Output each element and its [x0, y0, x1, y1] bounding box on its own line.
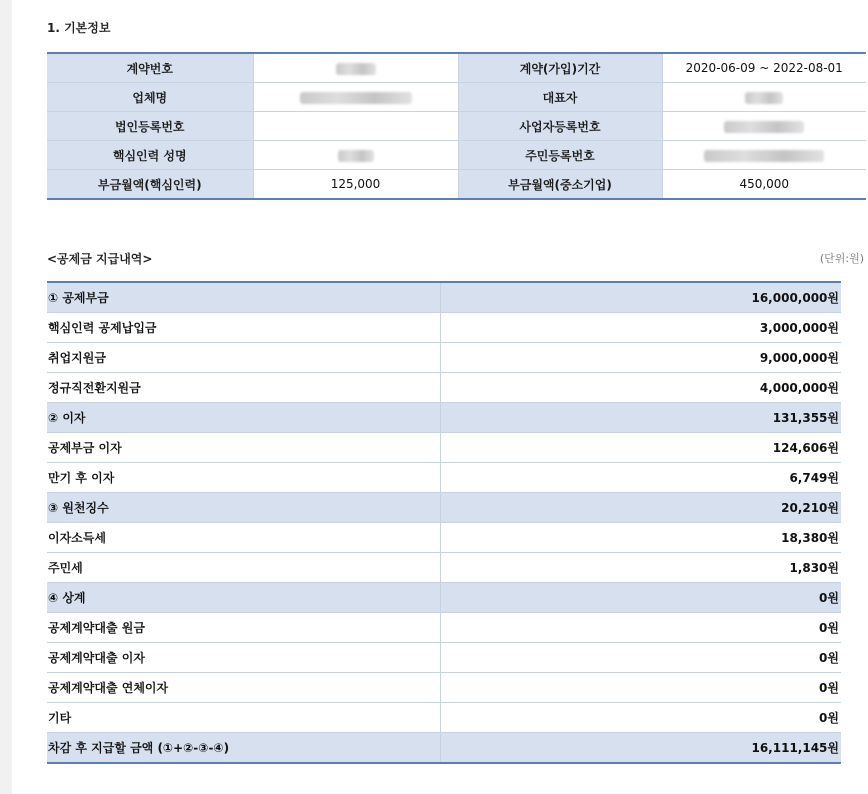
- left-gutter: [0, 0, 12, 794]
- row-label: 핵심인력 공제납입금: [47, 313, 440, 343]
- total-amount: 16,111,145원: [440, 733, 841, 764]
- table-row: [47, 493, 841, 523]
- basic-row-monthly: [47, 170, 866, 200]
- monthly-sme-label: 부금월액(중소기업): [458, 170, 662, 200]
- table-row: [47, 703, 841, 733]
- table-row: [47, 433, 841, 463]
- table-row: [47, 553, 841, 583]
- total-row: [47, 733, 841, 764]
- redacted-resident-number: [704, 150, 824, 162]
- representative-label: 대표자: [458, 83, 662, 112]
- section-title: 1. 기본정보: [47, 21, 111, 35]
- redacted-company-name: [300, 92, 412, 104]
- row-amount: 1,830원: [440, 553, 841, 583]
- company-name-label: 업체명: [47, 83, 253, 112]
- row-label: 공제계약대출 연체이자: [47, 673, 440, 703]
- monthly-key-person-value: 125,000: [253, 170, 458, 200]
- basic-row-registration: [47, 112, 866, 141]
- basic-row-key-person: [47, 141, 866, 170]
- business-reg-number-label: 사업자등록번호: [458, 112, 662, 141]
- row-amount: 0원: [440, 583, 841, 613]
- table-row: [47, 613, 841, 643]
- basic-row-contract: [47, 53, 866, 83]
- row-label: 공제계약대출 원금: [47, 613, 440, 643]
- row-amount: 18,380원: [440, 523, 841, 553]
- table-row: [47, 523, 841, 553]
- monthly-sme-value: 450,000: [662, 170, 866, 200]
- row-label: 공제계약대출 이자: [47, 643, 440, 673]
- resident-number-value: [662, 141, 866, 170]
- table-row: [47, 373, 841, 403]
- row-amount: 3,000,000원: [440, 313, 841, 343]
- row-amount: 6,749원: [440, 463, 841, 493]
- representative-value: [662, 83, 866, 112]
- row-label: 취업지원금: [47, 343, 440, 373]
- row-amount: 0원: [440, 613, 841, 643]
- row-label: ② 이자: [47, 403, 440, 433]
- unit-label: (단위:원): [819, 252, 864, 265]
- payment-section-title: <공제금 지급내역>: [47, 252, 153, 266]
- redacted-representative: [745, 92, 783, 104]
- row-label: ① 공제부금: [47, 282, 440, 313]
- redacted-key-person-name: [338, 150, 374, 162]
- row-label: 공제부금 이자: [47, 433, 440, 463]
- key-person-name-label: 핵심인력 성명: [47, 141, 253, 170]
- row-label: 만기 후 이자: [47, 463, 440, 493]
- table-row: [47, 673, 841, 703]
- payment-table: [47, 281, 841, 764]
- contract-period-label: 계약(가입)기간: [458, 53, 662, 83]
- redacted-contract-number: [336, 63, 376, 75]
- row-amount: 4,000,000원: [440, 373, 841, 403]
- row-amount: 20,210원: [440, 493, 841, 523]
- row-amount: 0원: [440, 703, 841, 733]
- table-row: [47, 403, 841, 433]
- table-row: [47, 282, 841, 313]
- row-label: 주민세: [47, 553, 440, 583]
- redacted-business-reg-number: [724, 121, 804, 133]
- key-person-name-value: [253, 141, 458, 170]
- table-row: [47, 313, 841, 343]
- contract-number-label: 계약번호: [47, 53, 253, 83]
- row-label: 이자소득세: [47, 523, 440, 553]
- table-row: [47, 463, 841, 493]
- table-row: [47, 343, 841, 373]
- table-row: [47, 643, 841, 673]
- row-label: 정규직전환지원금: [47, 373, 440, 403]
- basic-info-table: [47, 52, 866, 200]
- company-name-value: [253, 83, 458, 112]
- row-amount: 0원: [440, 673, 841, 703]
- business-reg-number-value: [662, 112, 866, 141]
- resident-number-label: 주민등록번호: [458, 141, 662, 170]
- row-amount: 16,000,000원: [440, 282, 841, 313]
- contract-period-value: 2020-06-09 ~ 2022-08-01: [662, 53, 866, 83]
- row-label: 기타: [47, 703, 440, 733]
- row-label: ④ 상계: [47, 583, 440, 613]
- basic-row-company: [47, 83, 866, 112]
- corp-reg-number-value: [253, 112, 458, 141]
- row-amount: 0원: [440, 643, 841, 673]
- monthly-key-person-label: 부금월액(핵심인력): [47, 170, 253, 200]
- row-amount: 131,355원: [440, 403, 841, 433]
- corp-reg-number-label: 법인등록번호: [47, 112, 253, 141]
- row-amount: 9,000,000원: [440, 343, 841, 373]
- row-amount: 124,606원: [440, 433, 841, 463]
- contract-number-value: [253, 53, 458, 83]
- row-label: ③ 원천징수: [47, 493, 440, 523]
- total-label: 차감 후 지급할 금액 (①+②-③-④): [47, 733, 440, 764]
- table-row: [47, 583, 841, 613]
